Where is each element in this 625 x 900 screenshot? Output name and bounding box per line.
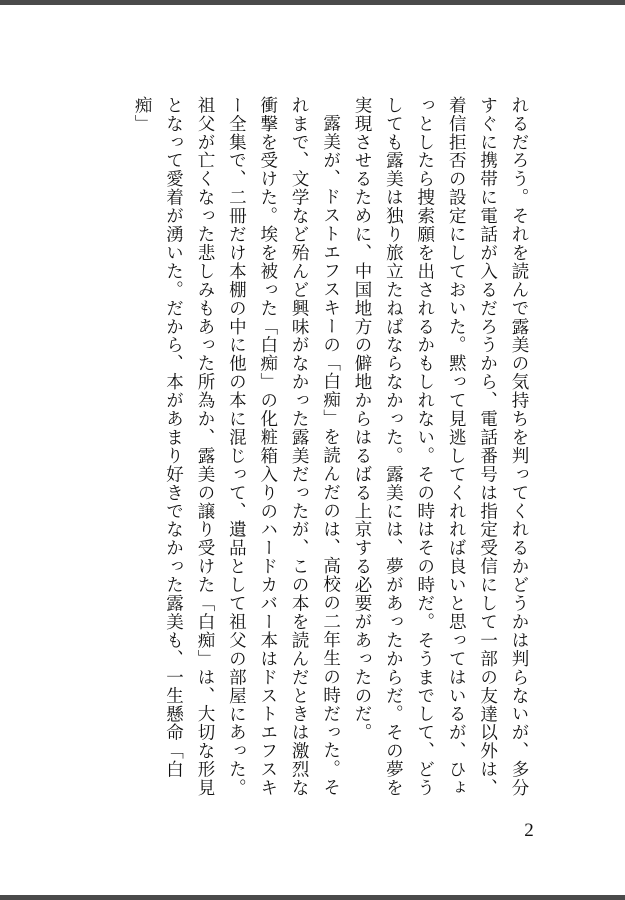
page-body-text [96, 96, 534, 804]
paragraph-2: 露美が、ドストエフスキーの「白痴」を読んだのは、高校の二年生の時だった。それまで、文学など殆んど興味がなかった露美だったが、この本を読んだときは激烈な衝撃を受けた。埃を被った「白痴」の化粧箱入りのハードカバー本はドストエフスキー全集で、二冊だけ本棚の中に他の本に混じって、遺品として祖父の部屋にあった。祖父が亡くなった悲しみもあった所為か、露美の譲り受けた「白痴」は、大切な形見となって愛着が湧いた。だから、本があまり好きでなかった露美も、一生懸命「白痴」 [132, 96, 341, 798]
bottom-border [0, 895, 625, 900]
paragraph-1: れるだろう。それを読んで露美の気持ちを判ってくれるかどうかは判らないが、多分すぐに携帯に電話が入るだろうから、電話番号は指定受信にして一部の友達以外は、着信拒否の設定にしておいた。黙って見逃してくれれば良いと思ってはいるが、ひょっとしたら捜索願を出されるかもしれない。その時はその時だ。そうまでして、どうしても露美は独り旅立たねばならなかった。露美には、夢があったからだ。その夢を実現させるために、中国地方の僻地からはるばる上京する必要があったのだ。 [351, 96, 529, 798]
top-border [0, 0, 625, 5]
page-number: 2 [524, 820, 534, 841]
